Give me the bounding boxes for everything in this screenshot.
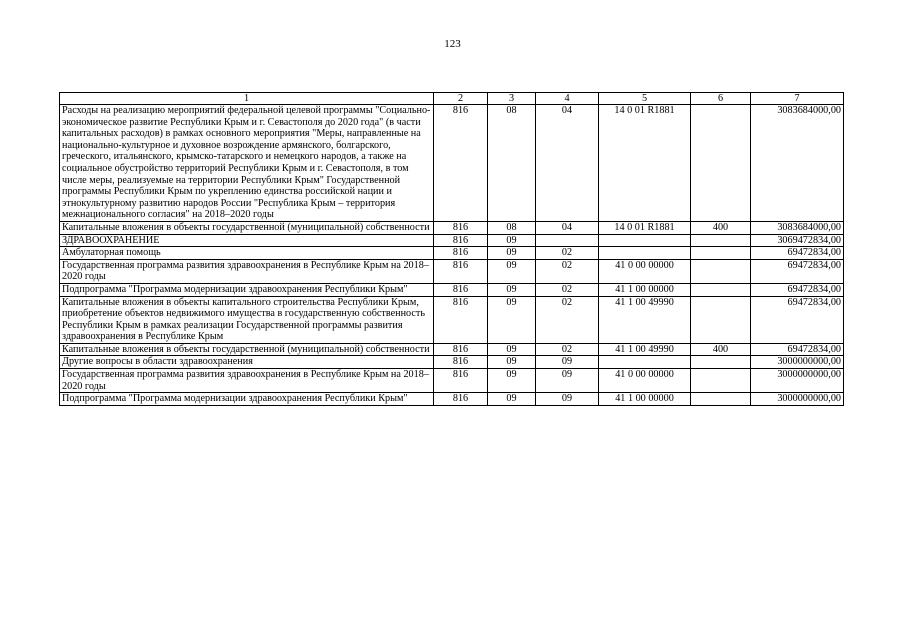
cell-amount: 3069472834,00 (751, 234, 844, 247)
cell-admin-code: 816 (434, 259, 488, 283)
cell-amount: 69472834,00 (751, 247, 844, 260)
header-col-1: 1 (60, 93, 434, 105)
budget-table (59, 92, 844, 406)
cell-section: 09 (488, 356, 536, 369)
row-name: Капитальные вложения в объекты государственной (муниципальной) собственности (60, 343, 434, 356)
cell-subsection (536, 234, 599, 247)
cell-section: 09 (488, 296, 536, 343)
cell-expense-type (691, 234, 751, 247)
cell-target-item: 14 0 01 R1881 (599, 221, 691, 234)
cell-target-item: 41 1 00 00000 (599, 393, 691, 406)
header-col-6: 6 (691, 93, 751, 105)
table-row (60, 343, 844, 356)
header-col-2: 2 (434, 93, 488, 105)
row-name: Капитальные вложения в объекты государственной (муниципальной) собственности (60, 221, 434, 234)
cell-amount: 69472834,00 (751, 283, 844, 296)
row-name: Амбулаторная помощь (60, 247, 434, 260)
header-col-5: 5 (599, 93, 691, 105)
row-name: Подпрограмма "Программа модернизации здравоохранения Республики Крым" (60, 393, 434, 406)
cell-admin-code: 816 (434, 247, 488, 260)
cell-admin-code: 816 (434, 356, 488, 369)
table-row (60, 234, 844, 247)
cell-target-item: 41 1 00 49990 (599, 296, 691, 343)
table-row (60, 393, 844, 406)
row-name: Расходы на реализацию мероприятий федеральной целевой программы "Социально-экономическое развитие Республики Крым и г. Севастополя до 2020 года" (в части капитальных расходов) в рамках основного мероприятия "Меры, направленные на национально-культурное и духовное возрождение армянского, болгарского, греческого, итальянского, крымско-татарского и немецкого народов, а также на социальное обустройство территорий Республики Крым и г. Севастополя, в том числе меры, реализуемые на территории Республики Крым" Государственной программы Республики Крым по укреплению единства российской нации и этнокультурному развитию народов России "Республика Крым – территория межнационального согласия" на 2018–2020 годы (60, 105, 434, 222)
page-number: 123 (444, 38, 461, 50)
cell-expense-type: 400 (691, 221, 751, 234)
table-row (60, 105, 844, 222)
row-name: Подпрограмма "Программа модернизации здравоохранения Республики Крым" (60, 283, 434, 296)
cell-section: 09 (488, 247, 536, 260)
header-col-7: 7 (751, 93, 844, 105)
cell-subsection: 09 (536, 356, 599, 369)
header-col-4: 4 (536, 93, 599, 105)
cell-admin-code: 816 (434, 283, 488, 296)
cell-subsection: 02 (536, 259, 599, 283)
row-name: ЗДРАВООХРАНЕНИЕ (60, 234, 434, 247)
row-name: Капитальные вложения в объекты капитального строительства Республики Крым, приобретение объектов недвижимого имущества в государственную собственность Республики Крым в рамках реализации Государственной программы развития здравоохранения в Республике Крым (60, 296, 434, 343)
cell-expense-type (691, 296, 751, 343)
table-header-row (60, 93, 844, 105)
cell-section: 08 (488, 105, 536, 222)
cell-target-item: 41 1 00 49990 (599, 343, 691, 356)
cell-admin-code: 816 (434, 296, 488, 343)
cell-target-item (599, 247, 691, 260)
cell-section: 09 (488, 259, 536, 283)
cell-subsection: 09 (536, 369, 599, 393)
cell-amount: 3000000000,00 (751, 393, 844, 406)
cell-expense-type (691, 259, 751, 283)
cell-admin-code: 816 (434, 369, 488, 393)
cell-target-item: 41 0 00 00000 (599, 369, 691, 393)
cell-amount: 69472834,00 (751, 296, 844, 343)
header-col-3: 3 (488, 93, 536, 105)
row-name: Государственная программа развития здравоохранения в Республике Крым на 2018–2020 годы (60, 369, 434, 393)
cell-admin-code: 816 (434, 105, 488, 222)
cell-admin-code: 816 (434, 234, 488, 247)
table-row (60, 221, 844, 234)
cell-amount: 69472834,00 (751, 343, 844, 356)
cell-expense-type: 400 (691, 343, 751, 356)
cell-subsection: 02 (536, 296, 599, 343)
cell-admin-code: 816 (434, 393, 488, 406)
cell-expense-type (691, 369, 751, 393)
cell-amount: 69472834,00 (751, 259, 844, 283)
cell-section: 09 (488, 343, 536, 356)
row-name: Государственная программа развития здравоохранения в Республике Крым на 2018–2020 годы (60, 259, 434, 283)
cell-amount: 3083684000,00 (751, 221, 844, 234)
cell-amount: 3000000000,00 (751, 356, 844, 369)
table-row (60, 369, 844, 393)
cell-expense-type (691, 356, 751, 369)
cell-subsection: 02 (536, 343, 599, 356)
row-name: Другие вопросы в области здравоохранения (60, 356, 434, 369)
cell-amount: 3000000000,00 (751, 369, 844, 393)
table-row (60, 296, 844, 343)
cell-target-item (599, 356, 691, 369)
cell-expense-type (691, 393, 751, 406)
table-row (60, 356, 844, 369)
cell-target-item: 14 0 01 R1881 (599, 105, 691, 222)
table-row (60, 283, 844, 296)
cell-subsection: 09 (536, 393, 599, 406)
cell-target-item: 41 0 00 00000 (599, 259, 691, 283)
cell-target-item (599, 234, 691, 247)
cell-expense-type (691, 105, 751, 222)
cell-expense-type (691, 283, 751, 296)
cell-section: 08 (488, 221, 536, 234)
cell-section: 09 (488, 283, 536, 296)
cell-subsection: 04 (536, 105, 599, 222)
table-row (60, 247, 844, 260)
cell-section: 09 (488, 393, 536, 406)
cell-section: 09 (488, 234, 536, 247)
table-row (60, 259, 844, 283)
cell-subsection: 02 (536, 283, 599, 296)
cell-admin-code: 816 (434, 221, 488, 234)
cell-target-item: 41 1 00 00000 (599, 283, 691, 296)
cell-section: 09 (488, 369, 536, 393)
cell-subsection: 02 (536, 247, 599, 260)
cell-subsection: 04 (536, 221, 599, 234)
cell-admin-code: 816 (434, 343, 488, 356)
cell-expense-type (691, 247, 751, 260)
cell-amount: 3083684000,00 (751, 105, 844, 222)
